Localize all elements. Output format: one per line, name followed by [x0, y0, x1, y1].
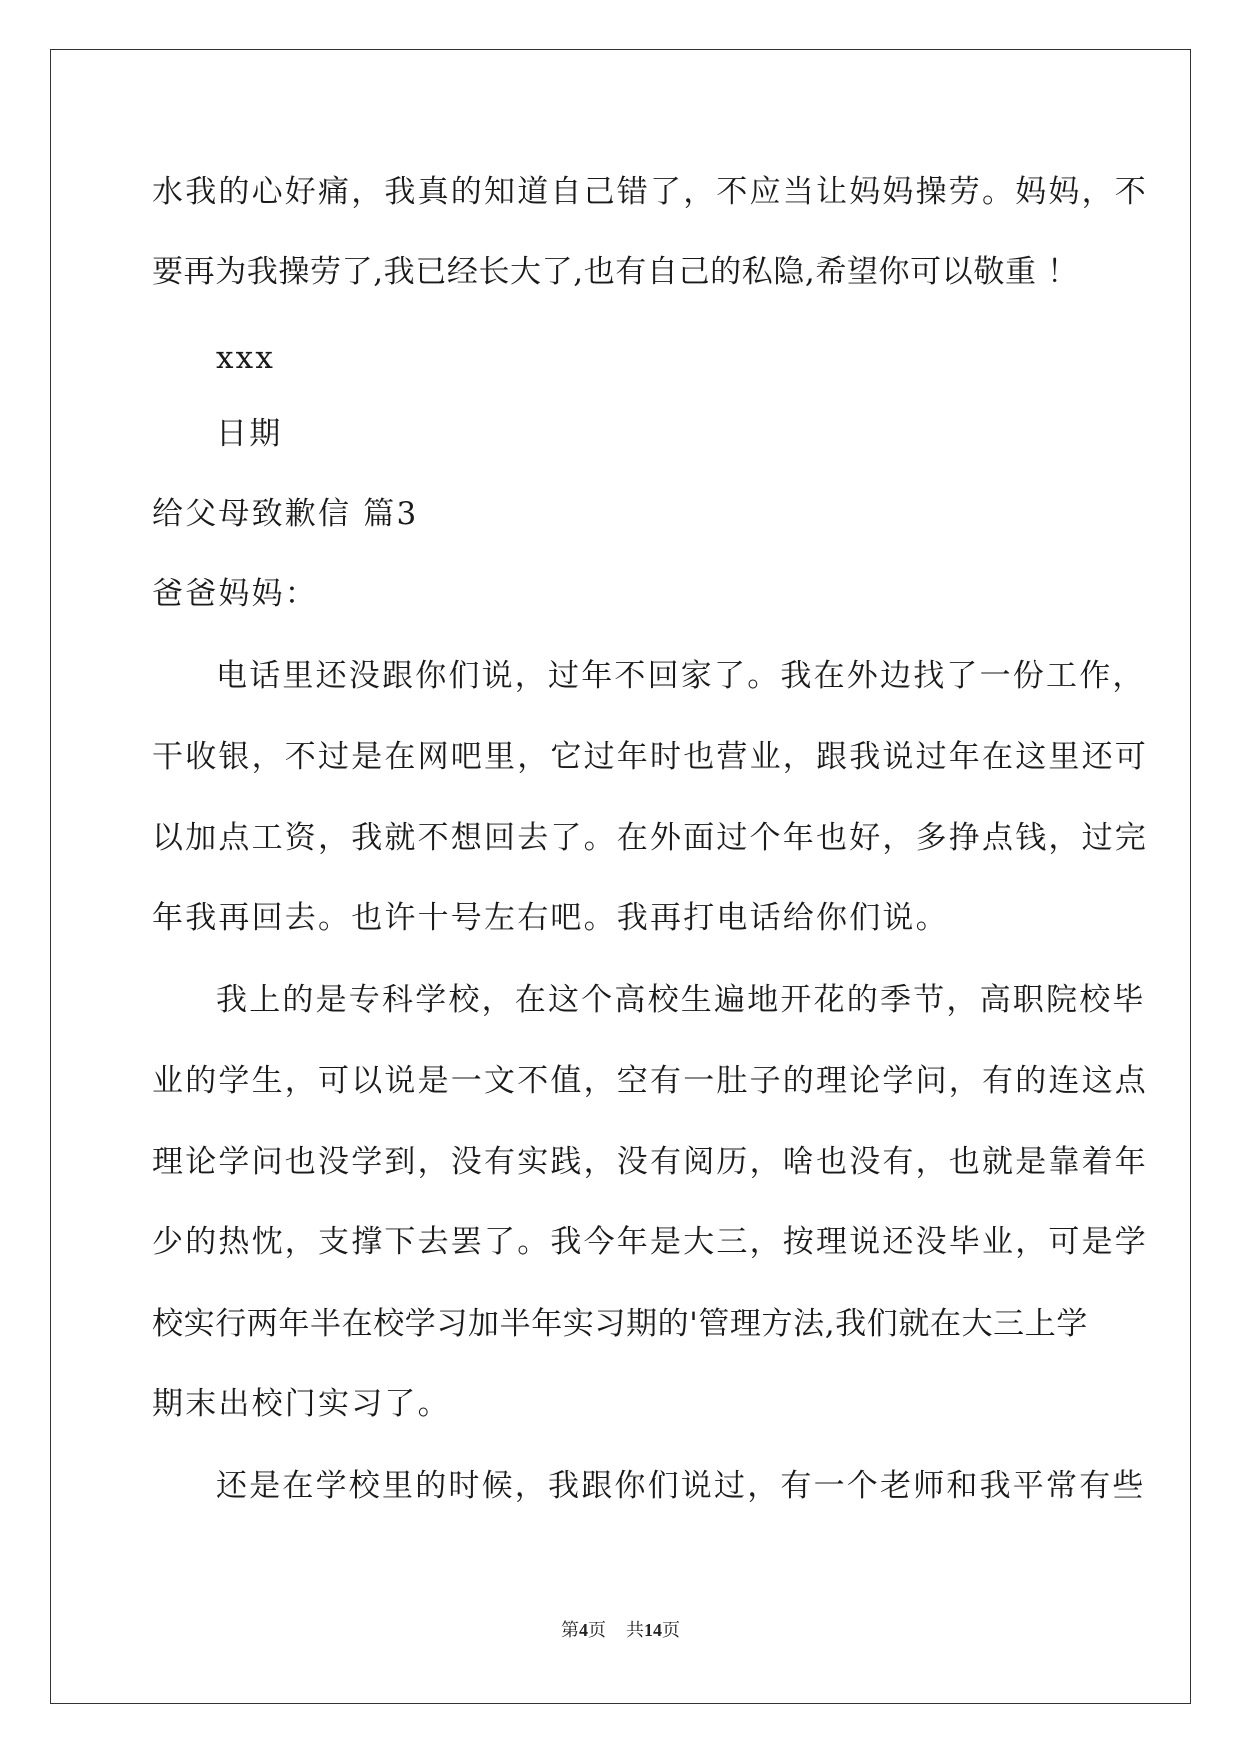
paragraph-first-line: 电话里还没跟你们说，过年不回家了。我在外边找了一份工作， — [216, 658, 1146, 694]
footer-page-word: 页 — [588, 1620, 606, 1640]
signature-name: xxx — [216, 340, 276, 376]
body-text-line: 干收银，不过是在网吧里，它过年时也营业，跟我说过年在这里还可 — [152, 739, 1148, 775]
footer-total-suffix: 页 — [662, 1620, 680, 1640]
body-text-line: 业的学生，可以说是一文不值，空有一肚子的理论学问，有的连这点 — [152, 1063, 1148, 1099]
body-text-line: 校实行两年半在校学习加半年实习期的'管理方法,我们就在大三上学 — [152, 1306, 1088, 1342]
total-pages-number: 14 — [644, 1620, 662, 1640]
current-page-number: 4 — [579, 1620, 588, 1640]
section-heading: 给父母致歉信 篇3 — [152, 496, 419, 532]
body-text-line: 水我的心好痛，我真的知道自己错了，不应当让妈妈操劳。妈妈，不 — [152, 174, 1148, 210]
page-footer — [0, 1618, 1241, 1642]
body-text-line: 以加点工资，我就不想回去了。在外面过个年也好，多挣点钱，过完 — [152, 820, 1148, 856]
body-text-line: 少的热忱，支撑下去罢了。我今年是大三，按理说还没毕业，可是学 — [152, 1224, 1148, 1260]
body-text-line: 期末出校门实习了。 — [152, 1386, 451, 1422]
salutation: 爸爸妈妈： — [152, 576, 318, 612]
paragraph-first-line: 我上的是专科学校，在这个高校生遍地开花的季节，高职院校毕 — [216, 982, 1146, 1018]
footer-prefix: 第 — [561, 1620, 579, 1640]
signature-date: 日期 — [216, 416, 283, 452]
paragraph-first-line: 还是在学校里的时候，我跟你们说过，有一个老师和我平常有些 — [216, 1468, 1146, 1504]
body-text-line: 要再为我操劳了,我已经长大了,也有自己的私隐,希望你可以敬重 ！ — [152, 254, 1079, 290]
page-border — [50, 49, 1191, 1704]
body-text-line: 理论学问也没学到，没有实践，没有阅历，啥也没有，也就是靠着年 — [152, 1144, 1148, 1180]
body-text-line: 年我再回去。也许十号左右吧。我再打电话给你们说。 — [152, 900, 949, 936]
footer-total-prefix: 共 — [626, 1620, 644, 1640]
